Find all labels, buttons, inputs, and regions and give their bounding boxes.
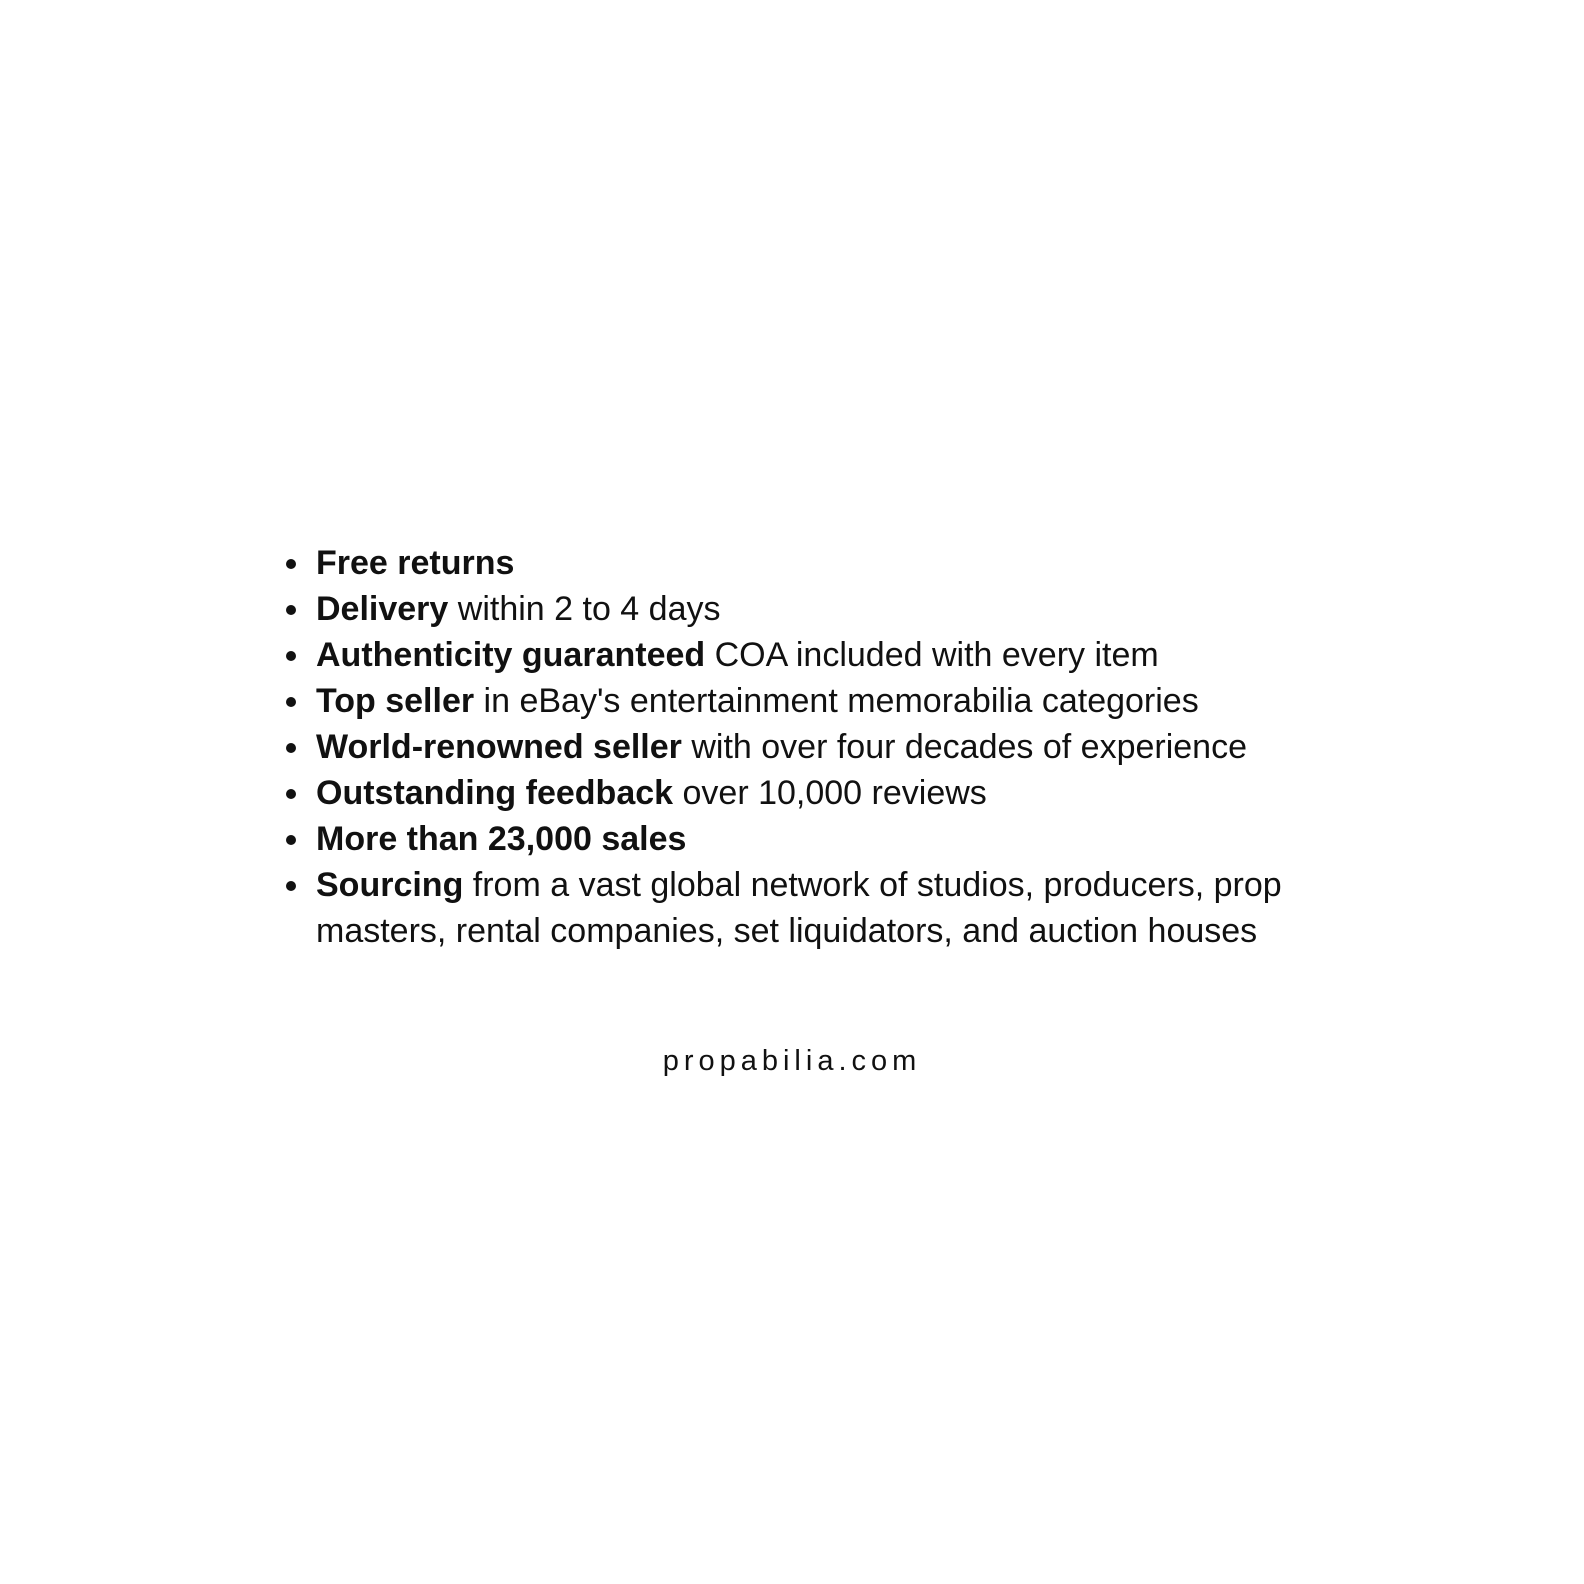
- website-footer: propabilia.com: [662, 1045, 922, 1077]
- feature-list: [286, 540, 1326, 954]
- feature-highlight: Sourcing: [316, 866, 464, 904]
- feature-highlight: Top seller: [316, 682, 475, 720]
- list-item: [286, 862, 1326, 954]
- feature-highlight: Outstanding feedback: [316, 774, 674, 812]
- feature-detail: with over four decades of experience: [681, 728, 1247, 766]
- list-item: [286, 540, 1326, 586]
- list-item: [286, 632, 1326, 678]
- bullet-icon: [286, 835, 296, 845]
- bullet-icon: [286, 789, 296, 799]
- feature-detail: within 2 to 4 days: [448, 590, 721, 628]
- bullet-icon: [286, 605, 296, 615]
- bullet-icon: [286, 743, 296, 753]
- bullet-icon: [286, 559, 296, 569]
- list-item: [286, 816, 1326, 862]
- feature-detail: COA included with every item: [705, 636, 1159, 674]
- list-item: [286, 724, 1326, 770]
- feature-detail: over 10,000 reviews: [673, 774, 987, 812]
- list-item: [286, 678, 1326, 724]
- feature-highlight: Delivery: [316, 590, 449, 628]
- bullet-icon: [286, 651, 296, 661]
- feature-highlight: World-renowned seller: [316, 728, 682, 766]
- list-item: [286, 586, 1326, 632]
- bullet-icon: [286, 697, 296, 707]
- bullet-icon: [286, 881, 296, 891]
- feature-detail: in eBay's entertainment memorabilia categories: [474, 682, 1199, 720]
- feature-highlight: More than 23,000 sales: [316, 820, 687, 858]
- list-item: [286, 770, 1326, 816]
- feature-detail: from a vast global network of studios, producers, prop masters, rental companies, set liquidators, and auction houses: [316, 866, 1282, 950]
- feature-highlight: Free returns: [316, 544, 515, 582]
- feature-highlight: Authenticity guaranteed: [316, 636, 706, 674]
